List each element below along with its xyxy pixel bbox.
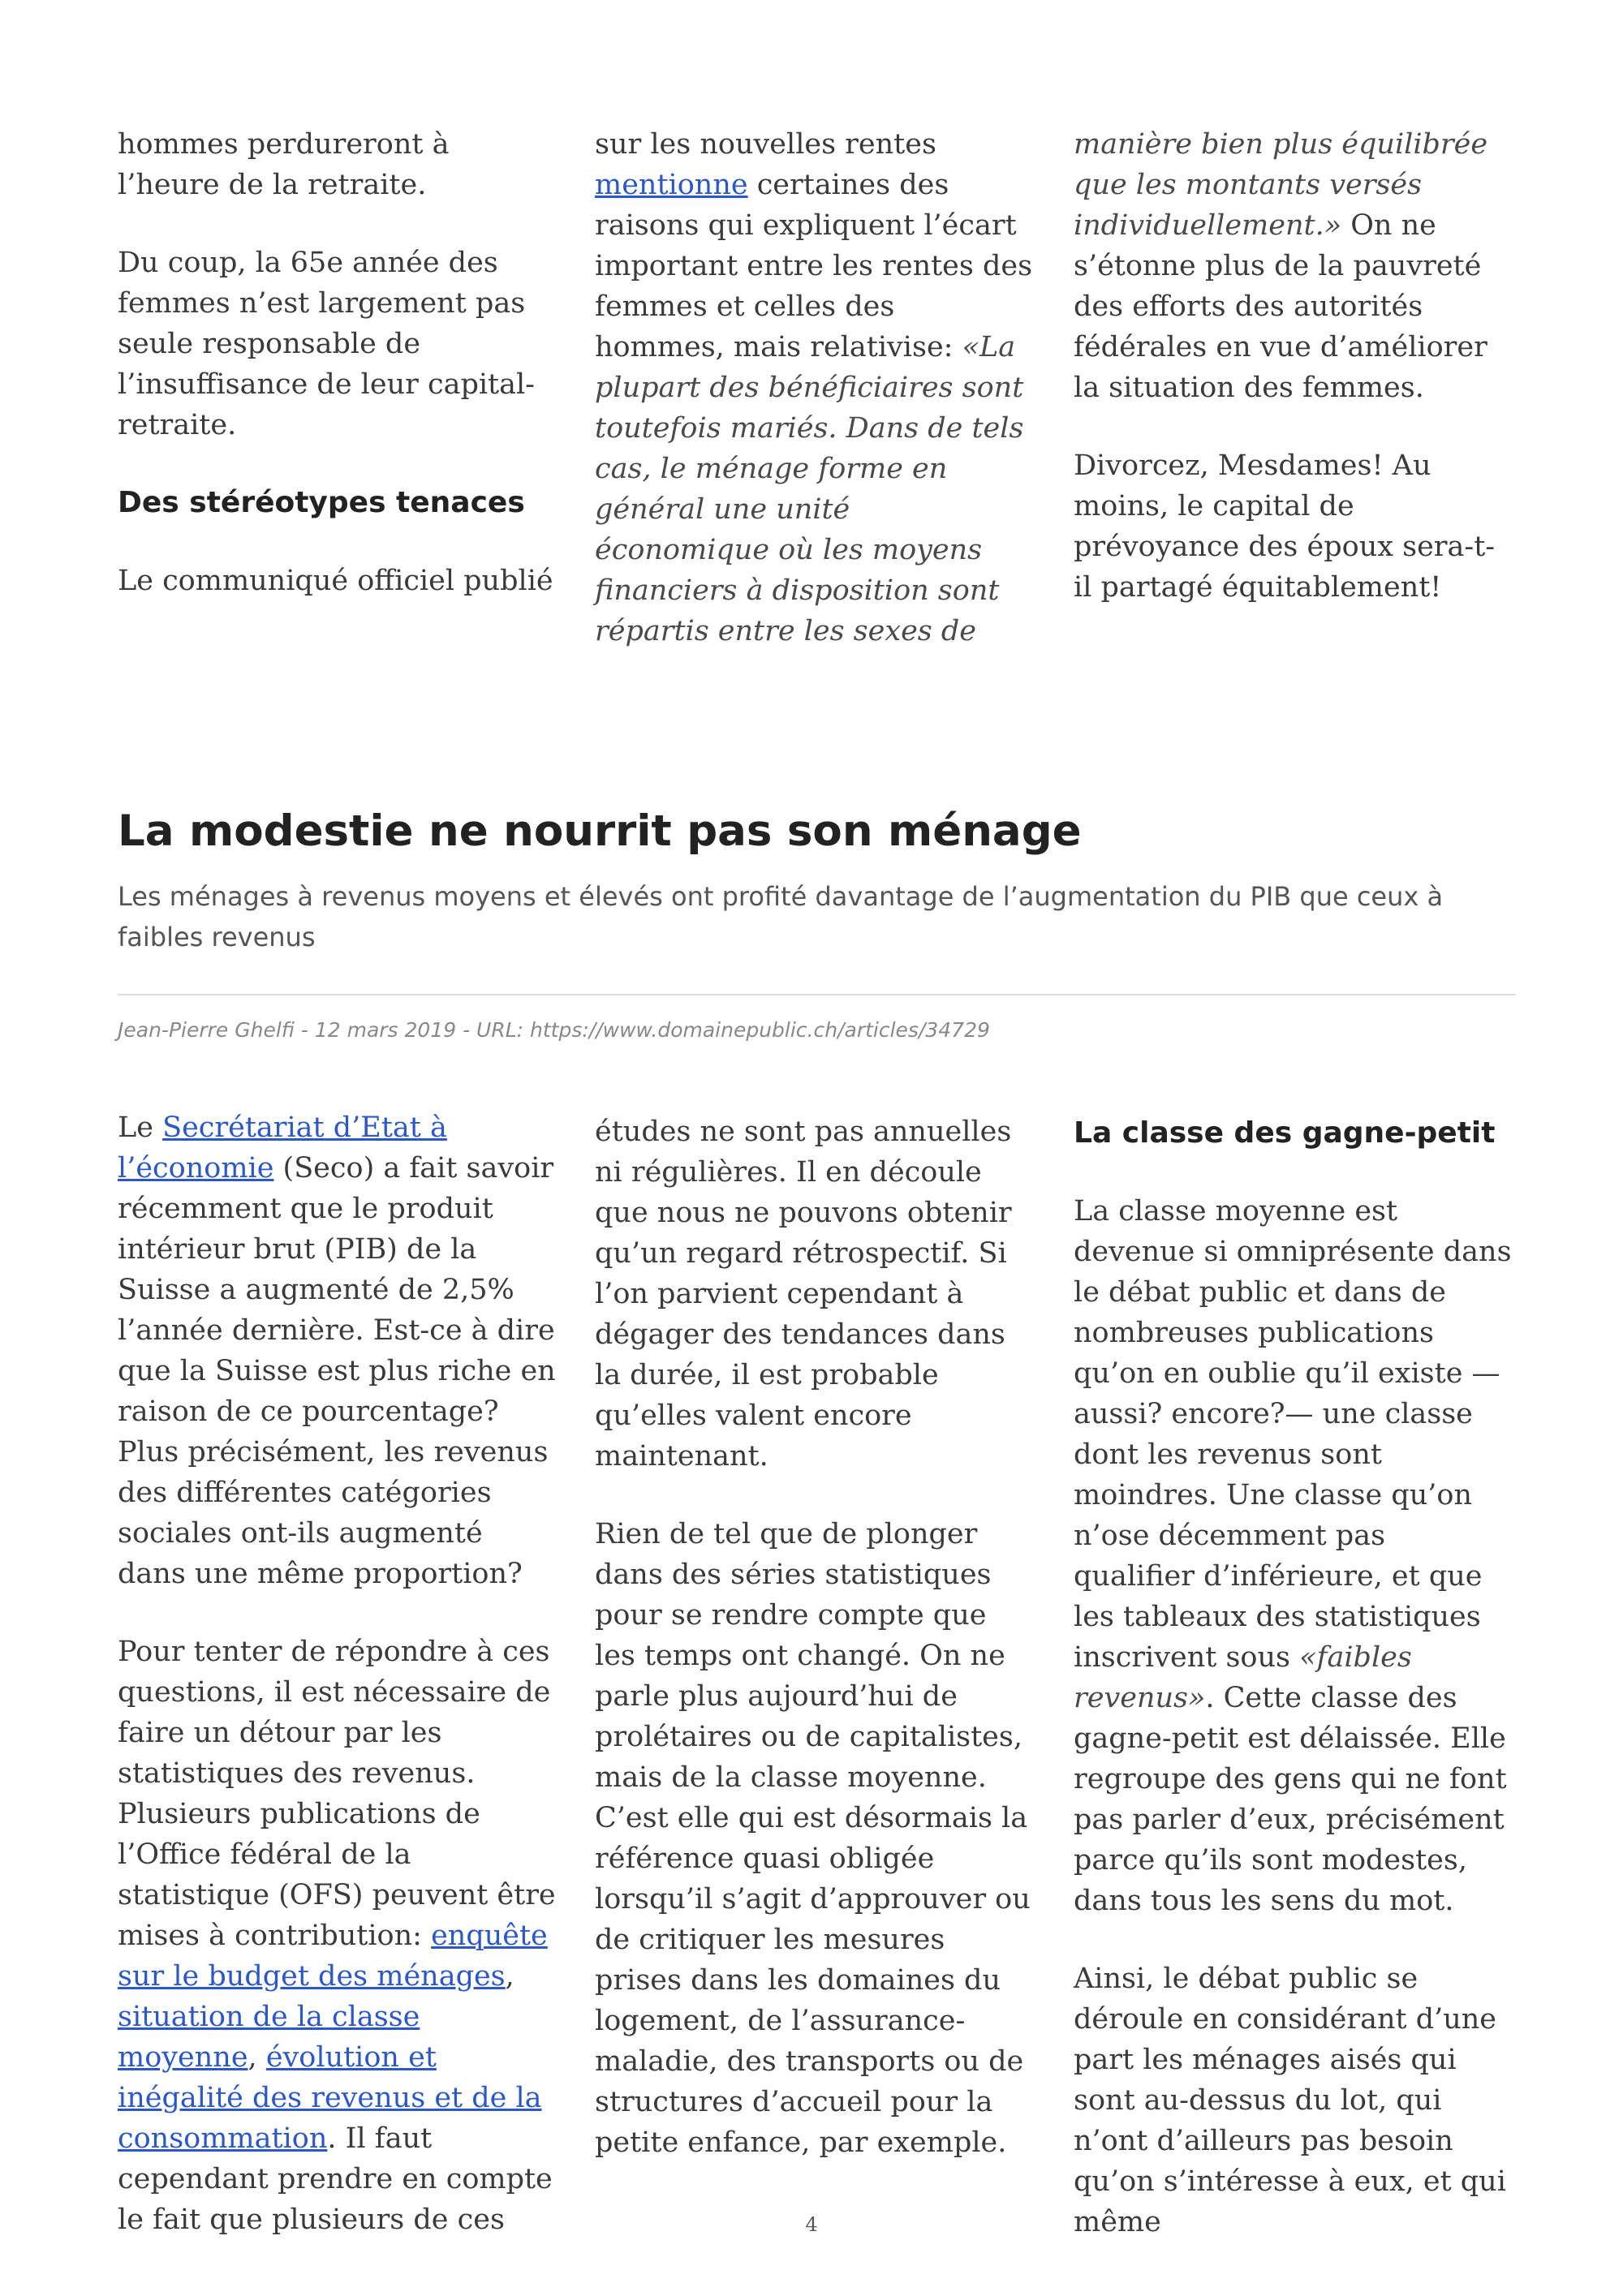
article1-column-2 [595, 124, 1033, 651]
paragraph: Rien de tel que de plonger dans des séries statistiques pour se rendre compte que les temps ont changé. On ne parle plus aujourd’hui de prolétaires ou de capitalistes, mais de la classe moyenne. C’est elle qui est désormais la référence quasi obligée lorsqu’il s’agit d’approuver ou de critiquer les mesures prises dans les domaines du logement, de l’assurance-maladie, des transports ou de structures d’accueil pour la petite enfance, par exemple. [595, 1518, 1031, 2159]
section-heading: Des stéréotypes tenaces [118, 486, 525, 519]
paragraph [118, 1107, 556, 1594]
text-run: La classe moyenne est devenue si omniprésente dans le débat public et dans de nombreuses publications qu’on en oublie qu’il existe — aussi? encore?— une classe dont les revenus sont moindres. Une classe qu’on n’ose décemment pas qualifier d’inférieure, et que les tableaux des statistiques inscrivent sous [1074, 1195, 1512, 1674]
paragraph [1074, 1191, 1512, 1921]
article-subtitle: Les ménages à revenus moyens et élevés ont profité davantage de l’augmentation du PIB que ceux à faibles revenus [118, 881, 1444, 952]
paragraph [118, 1632, 556, 2240]
paragraph [1074, 124, 1512, 408]
text-run: (Seco) a fait savoir récemment que le produit intérieur brut (PIB) de la Suisse a augmenté de 2,5% l’année dernière. Est-ce à dire que la Suisse est plus riche en raison de ce pourcentage? Plus précisément, les revenus des différentes catégories sociales ont-ils augmenté dans une même proportion? [118, 1152, 556, 1590]
paragraph: Du coup, la 65e année des femmes n’est largement pas seule responsable de l’insuffisance de leur capital-retraite. [118, 247, 535, 441]
quote: manière bien plus équilibrée que les montants versés individuellement.» [1074, 128, 1488, 242]
paragraph: Divorcez, Mesdames! Au moins, le capital de prévoyance des époux sera-t-il partagé équitablement! [1074, 449, 1496, 604]
link-evolution-revenus[interactable]: évolution et inégalité des revenus et de la consommation [118, 2041, 542, 2155]
paragraph: études ne sont pas annuelles ni régulières. Il en découle que nous ne pouvons obtenir qu’un regard rétrospectif. Si l’on parvient cependant à dégager des tendances dans la durée, il est probable qu’elles valent encore maintenant. [595, 1116, 1012, 1473]
link-classe-moyenne[interactable]: situation de la classe moyenne [118, 2001, 420, 2074]
text-run: , [248, 2041, 266, 2074]
article2-column-1 [118, 1107, 556, 2240]
article1-column-3 [1074, 124, 1512, 608]
text-run: Le [118, 1111, 163, 1144]
link-mentionne[interactable]: mentionne [595, 169, 748, 201]
article-title: La modestie ne nourrit pas son ménage [118, 806, 1082, 856]
quote: «faibles revenus» [1074, 1641, 1412, 1714]
text-run: certaines des raisons qui expliquent l’écart important entre les rentes des femmes et celles des hommes, mais relativise: [595, 169, 1033, 363]
text-run: On ne s’étonne plus de la pauvreté des efforts des autorités fédérales en vue d’améliorer la situation des femmes. [1074, 209, 1487, 404]
text-run: sur les nouvelles rentes [595, 128, 936, 161]
page-number: 4 [805, 2213, 818, 2236]
section-heading: La classe des gagne-petit [1074, 1116, 1496, 1150]
text-run: . Il faut cependant prendre en compte le fait que plusieurs de ces [118, 2122, 553, 2236]
link-budget-menages[interactable]: enquête sur le budget des ménages [118, 1920, 548, 1993]
paragraph [595, 124, 1033, 651]
paragraph: Le communiqué officiel publié [118, 565, 553, 597]
article2-column-2 [595, 1111, 1033, 2163]
paragraph: Ainsi, le débat public se déroule en considérant d’une part les ménages aisés qui sont au-dessus du lot, qui n’ont d’ailleurs pas besoin qu’on s’intéresse à eux, et qui même [1074, 1963, 1506, 2238]
link-seco[interactable]: Secrétariat d’Etat à l’économie [118, 1111, 447, 1185]
article-byline: Jean-Pierre Ghelfi - 12 mars 2019 - URL: https://www.domainepublic.ch/articles/34729 [118, 1018, 990, 1042]
divider [118, 994, 1516, 995]
article1-column-1 [118, 124, 556, 601]
quote: «La plupart des bénéficiaires sont toutefois mariés. Dans de tels cas, le ménage forme en général une unité économique où les moyens financiers à disposition sont répartis entre les sexes de [595, 331, 1024, 647]
paragraph: hommes perdureront à l’heure de la retraite. [118, 128, 450, 201]
text-run: , [505, 1960, 514, 1993]
article2-column-3 [1074, 1113, 1512, 2242]
text-run: . Cette classe des gagne-petit est délaissée. Elle regroupe des gens qui ne font pas parler d’eux, précisément parce qu’ils sont modestes, dans tous les sens du mot. [1074, 1682, 1507, 1917]
text-run: Pour tenter de répondre à ces questions, il est nécessaire de faire un détour par les statistiques des revenus. Plusieurs publications de l’Office fédéral de la statistique (OFS) peuvent être mises à contribution: [118, 1636, 556, 1952]
